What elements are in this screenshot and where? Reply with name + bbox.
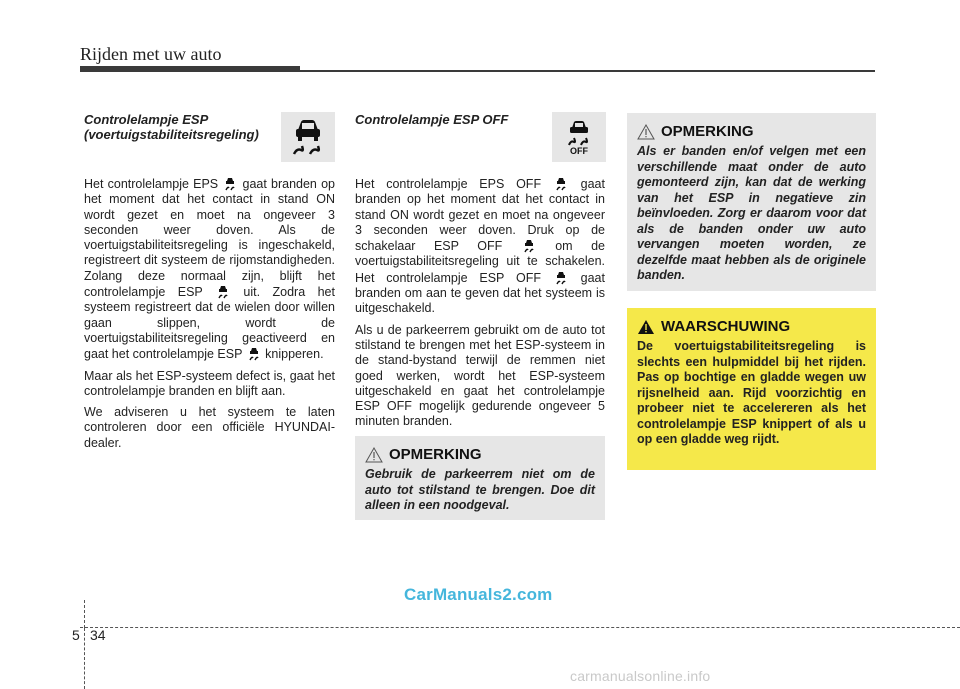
esp-off-paragraph-1: [355, 176, 605, 317]
warning-title: WAARSCHUWING: [661, 318, 791, 335]
esp-off-heading: Controlelampje ESP OFF: [355, 112, 509, 127]
note-body: Als er banden en/of velgen met een verschillende maat onder de auto gemonteerd zijn, kan dat de werking van het ESP in negatieve zin beïnvloeden. Zorg er daarom voor dat als de banden onder uw auto vervangen moeten worden, ze dezelfde maat hebben als de originele banden.: [637, 144, 866, 282]
esp-lamp-body: [84, 176, 335, 457]
text-segment: om de voertuigstabiliteitsregeling uit te schakelen. Het controlelampje ESP OFF: [355, 239, 605, 285]
note-title-row: [637, 123, 866, 140]
esp-lamp-icon-box: [281, 112, 335, 162]
esp-lamp-paragraph-3: We adviseren u het systeem te laten controleren door een officiële HYUNDAI-dealer.: [84, 405, 335, 450]
esp-off-inline-icon: [523, 238, 535, 253]
esp-inline-icon: [248, 346, 260, 361]
site-watermark: carmanualsonline.info: [570, 668, 711, 684]
esp-lamp-heading-line1: Controlelampje ESP: [84, 112, 209, 127]
footer-rule: [80, 627, 960, 628]
warning-body: De voertuigstabiliteitsregeling is slechts een hulpmiddel bij het rijden. Pas op bochtige en gladde wegen uw rijsnelheid aan. Rijd voorzichtig en probeer niet te accelereren als het controlelampje ESP knippert of als u op een gladde weg rijdt.: [637, 339, 866, 446]
warning-triangle-icon: [637, 319, 655, 335]
note-body: Gebruik de parkeerrem niet om de auto tot stilstand te brengen. Doe dit alleen in een noodgeval.: [365, 467, 595, 512]
esp-lamp-paragraph-1: [84, 176, 335, 363]
esp-lamp-heading-line2: (voertuigstabiliteitsregeling): [84, 127, 259, 142]
chapter-number: 5: [72, 627, 80, 643]
note-box-tyres: [627, 113, 876, 291]
text-segment: uit. Zodra het systeem registreert dat de wielen door willen gaan slippen, wordt de voertuigstabiliteitsregeling geactiveerd en gaat het controlelampje ESP: [84, 285, 335, 362]
esp-off-inline-icon: [555, 270, 567, 285]
esp-off-icon-box: [552, 112, 606, 162]
text-segment: knipperen.: [265, 347, 324, 362]
note-box-parking-brake: [355, 436, 605, 520]
warning-title-row: [637, 318, 866, 335]
caution-triangle-icon: [637, 124, 655, 140]
header-rule-thick: [80, 66, 300, 72]
footer-divider-top: [84, 600, 85, 628]
footer-divider: [84, 628, 85, 689]
text-segment: gaat branden op het moment dat het contact in stand ON wordt gezet en moet na ongeveer 3 seconden weer doven. Als de voertuigstabiliteitsregeling is ingeschakeld, registreert dit systeem de rijomstandigheden. Zolang deze normaal zijn, blijft het controlelampje ESP: [84, 177, 335, 300]
header-rule-thin: [300, 70, 875, 72]
text-segment: gaat branden om aan te geven dat het systeem is uitgeschakeld.: [355, 270, 605, 316]
page-header-title: Rijden met uw auto: [80, 44, 222, 64]
esp-off-icon: [564, 118, 594, 146]
note-title-row: [365, 446, 595, 463]
esp-off-body: [355, 176, 605, 436]
esp-lamp-paragraph-2: Maar als het ESP-systeem defect is, gaat het controlelampje branden en blijft aan.: [84, 368, 335, 398]
caution-triangle-icon: [365, 447, 383, 463]
note-title: OPMERKING: [661, 123, 754, 140]
esp-off-paragraph-2: Als u de parkeerrem gebruikt om de auto tot stilstand te brengen met het ESP-systeem in de stand-bystand terwijl de remmen niet goed werken, wordt het ESP-systeem uitgeschakeld en gaat het controlelampje ESP OFF mogelijk gedurende ongeveer 5 minuten branden.: [355, 322, 605, 429]
note-title: OPMERKING: [389, 446, 482, 463]
warning-box: [627, 308, 876, 470]
esp-lamp-heading: [84, 112, 274, 142]
esp-inline-icon: [224, 176, 236, 191]
esp-inline-icon: [217, 284, 229, 299]
carmanuals-watermark: CarManuals2.com: [404, 585, 553, 604]
esp-off-inline-icon: [555, 176, 567, 191]
text-segment: Het controlelampje EPS OFF: [355, 177, 542, 191]
page-number: 34: [90, 627, 106, 643]
text-segment: gaat branden op het moment dat het contact in stand ON wordt gezet en moet na ongeveer 3 seconden weer doven. Druk op de schakelaar ESP OFF: [355, 177, 605, 254]
esp-off-icon-label: OFF: [570, 146, 588, 156]
text-segment: Het controlelampje EPS: [84, 177, 219, 191]
esp-skid-car-icon: [290, 116, 326, 158]
